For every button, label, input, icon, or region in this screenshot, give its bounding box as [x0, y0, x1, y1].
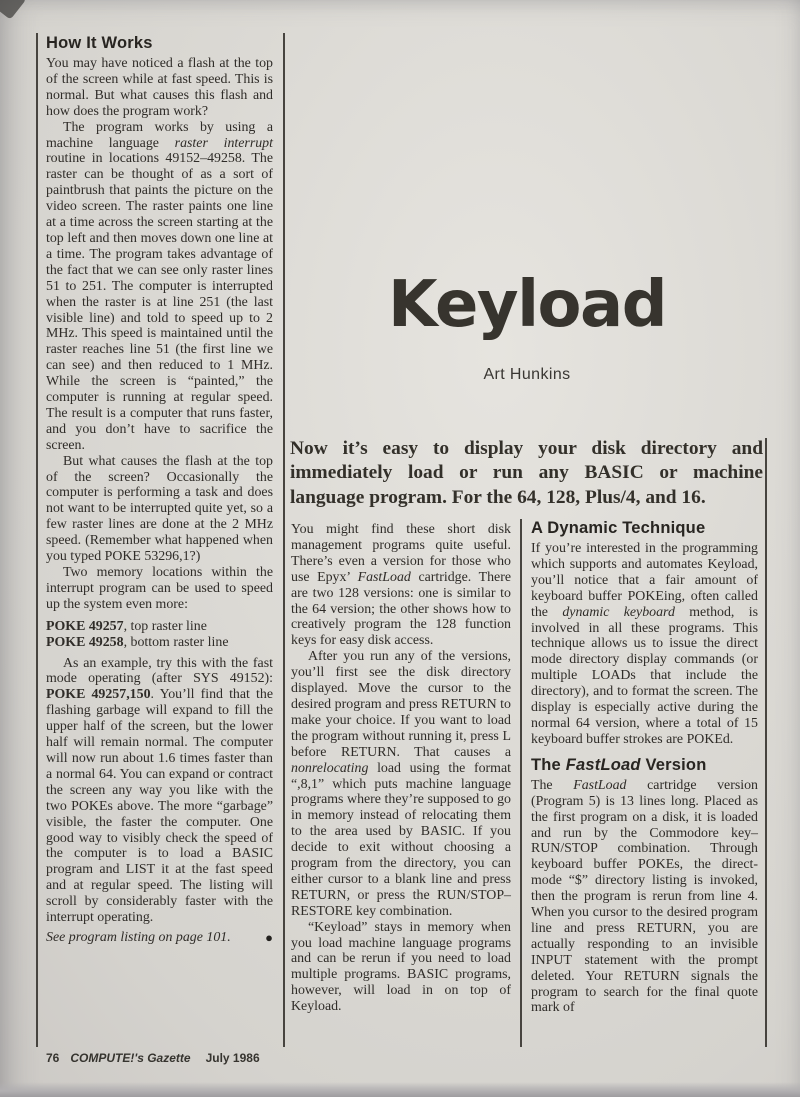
how-it-works-section [46, 34, 273, 946]
body-paragraph: The program works by using a machine language raster interrupt routine in locations 49152–49258. The raster can be thought of as a sort of paintbrush that paints the picture on the video screen. The raster paints one line at a time across the screen starting at the top left and then moves down one line at a time. The program takes advantage of the fact that we can see only raster lines 51 to 251. The computer is interrupted when the raster is at line 251 (the last visible line) and told to speed up to 2 MHz. This speed is maintained until the raster reaches line 51 (the first line we can see) and then reduced to 1 MHz. While the screen is “painted,” the computer is running at regular speed. The result is a computer that runs faster, and you don’t have to sacrifice the screen. [46, 119, 273, 453]
body-paragraph: The FastLoad cartridge version (Program 5) is 13 lines long. Placed as the first program on a disk, it is loaded and run by the Commodore key–RUN/STOP combination. Through keyboard buffer POKEs, the direct-mode “$” directory listing is invoked, then the program is rerun from line 4. When you cursor to the desired program line and press RETURN, you are actually responding to an invisible INPUT statement with the prompt deleted. Your RETURN signals the program to search for the final quote mark of [531, 777, 758, 1016]
article-title: Keyload [388, 268, 666, 342]
body-paragraph: As an example, try this with the fast mode operating (after SYS 49152): POKE 49257,150. You’ll find that the flashing garbage will expand to fill the upper half of the screen, but the lower half will remain normal. The computer will now run about 1.6 times faster than a normal 64. You can expand or contract the screen any way you like with the two POKEs above. The more “garbage” visible, the faster the computer. One good way to visibly check the speed of the computer is to load a BASIC program and LIST it at the fast speed and at regular speed. The listing will scroll by considerably faster with the interrupt operating. [46, 655, 273, 926]
middle-column [291, 522, 511, 1015]
scan-bottom-shadow [0, 1082, 800, 1097]
body-paragraph: But what causes the flash at the top of the screen? Occasionally the computer is performing a task and does not want to be interrupted quite yet, so a few raster lines are done at the 2 MHz speed. (Remember what happened when you typed POKE 53296,1?) [46, 453, 273, 565]
middle-right-column-divider-rule [520, 519, 522, 1047]
poke-note-line [46, 635, 273, 651]
section-heading-fastload-version: The FastLoad Version [531, 755, 707, 774]
section-heading-how-it-works: How It Works [46, 34, 153, 52]
page-footer [46, 1051, 260, 1065]
poke-description: , top raster line [123, 618, 207, 634]
footer-issue-date: July 1986 [205, 1051, 260, 1065]
program-listing-note [46, 930, 273, 946]
article-title-block [288, 268, 766, 384]
article-byline: Art Hunkins [483, 366, 571, 383]
left-outer-rule [36, 33, 38, 1047]
poke-note-line [46, 619, 273, 635]
right-column [531, 519, 758, 1016]
body-paragraph: “Keyload” stays in memory when you load machine language programs and can be rerun if you need to load multiple programs. BASIC programs, however, will load in on top of Keyload. [291, 919, 511, 1015]
body-paragraph: After you run any of the versions, you’ll first see the disk directory displayed. Move the cursor to the desired program and press RETURN to make your choice. If you want to load the program without running it, press L before RETURN. That causes a nonrelocating load using the format “,8,1” which puts machine language programs where they’re supposed to go in memory instead of relocating them to the area used by BASIC. If you decide to exit without choosing a program from the directory, you can either cursor to a blank line and press RETURN, or press the RUN/STOP–RESTORE key combination. [291, 649, 511, 919]
left-column-right-rule [283, 33, 285, 1047]
poke-description: , bottom raster line [123, 634, 229, 650]
body-paragraph: You may have noticed a flash at the top of the screen while at fast speed. This is normal. But what causes this flash and how does the program work? [46, 56, 273, 119]
scan-artifact-mark [0, 0, 26, 20]
footer-magazine-title: COMPUTE!'s Gazette [70, 1051, 191, 1065]
article-deck: Now it’s easy to display your disk directory and immediately load or run any BASIC or machine language program. For the 64, 128, Plus/4, and 16. [290, 438, 763, 508]
end-of-article-icon: ● [265, 930, 273, 946]
body-paragraph: You might find these short disk management programs quite useful. There’s even a version for those who use Epyx’ FastLoad cartridge. There are two 128 versions: one is similar to the 64 version; the other shows how to creatively program the 128 function keys for easy disk access. [291, 522, 511, 649]
section-heading-dynamic-technique: A Dynamic Technique [531, 519, 706, 537]
footer-page-number: 76 [46, 1051, 60, 1065]
body-paragraph: Two memory locations within the interrupt program can be used to speed up the system even more: [46, 565, 273, 612]
poke-code: POKE 49258 [46, 634, 124, 650]
program-listing-note-text: See program listing on page 101. [46, 929, 231, 945]
poke-reference-block [46, 619, 273, 651]
right-outer-rule [765, 438, 767, 1047]
poke-code: POKE 49257 [46, 618, 124, 634]
body-paragraph: If you’re interested in the programming which supports and automates Keyload, you’ll notice that a fair amount of keyboard buffer POKEing, often called the dynamic keyboard method, is involved in all these programs. This technique allows us to issue the direct mode directory display commands (or multiple LOADs that include the directory), and to format the screen. The display is especially active during the normal 64 version, where a total of 15 keyboard buffer strokes are POKEd. [531, 541, 758, 747]
